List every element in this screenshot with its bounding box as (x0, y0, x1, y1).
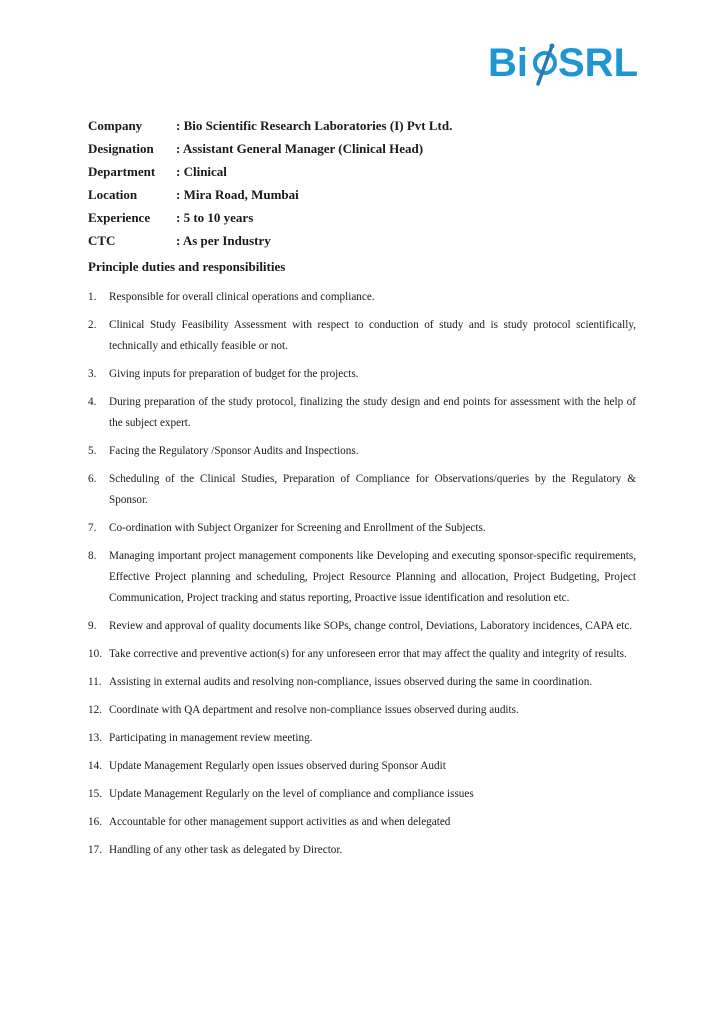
item-text: Facing the Regulatory /Sponsor Audits and Inspections. (109, 445, 359, 457)
detail-value: : Mira Road, Mumbai (176, 186, 299, 202)
list-item (88, 546, 636, 609)
item-number: 2. (88, 319, 97, 331)
detail-key: Location (88, 186, 138, 202)
detail-value: : As per Industry (176, 232, 271, 248)
list-item (88, 672, 636, 693)
duties-list (88, 287, 636, 868)
detail-row-location (88, 183, 648, 206)
list-item (88, 518, 636, 539)
list-item (88, 364, 636, 385)
item-text: Managing important project management components like Developing and executing sponsor-specific requirements, Effective Project planning and scheduling, Project Resource Planning and allocation, Project Budgeting, Project Communication, Project tracking and status reporting, Proactive issue identification and resolution etc. (109, 550, 636, 604)
detail-row-department (88, 160, 648, 183)
item-number: 12. (88, 704, 102, 716)
list-item (88, 840, 636, 861)
detail-value: : 5 to 10 years (176, 209, 254, 225)
biosrl-logo-graphic (488, 36, 638, 92)
detail-key: Designation (88, 140, 154, 156)
list-item (88, 392, 636, 434)
list-item (88, 616, 636, 637)
item-text: Participating in management review meeting. (109, 732, 313, 744)
item-number: 4. (88, 396, 97, 408)
item-number: 1. (88, 291, 97, 303)
item-text: Responsible for overall clinical operations and compliance. (109, 291, 375, 303)
item-number: 17. (88, 844, 102, 856)
item-number: 14. (88, 760, 102, 772)
item-number: 16. (88, 816, 102, 828)
detail-key: Company (88, 117, 143, 133)
job-details (88, 114, 648, 252)
item-text: Scheduling of the Clinical Studies, Preparation of Compliance for Observations/queries by the Regulatory & Sponsor. (109, 473, 636, 506)
detail-row-designation (88, 137, 648, 160)
microscope-icon (535, 44, 555, 85)
item-number: 7. (88, 522, 97, 534)
item-text: Coordinate with QA department and resolve non-compliance issues observed during audits. (109, 704, 519, 716)
item-number: 3. (88, 368, 97, 380)
section-heading: Principle duties and responsibilities (88, 259, 286, 274)
list-item (88, 441, 636, 462)
detail-value: : Bio Scientific Research Laboratories (I) Pvt Ltd. (176, 117, 453, 133)
list-item (88, 700, 636, 721)
logo-text-right: SRL (558, 41, 638, 85)
item-text: Co-ordination with Subject Organizer for Screening and Enrollment of the Subjects. (109, 522, 486, 534)
list-item (88, 315, 636, 357)
item-number: 11. (88, 676, 102, 688)
detail-value: : Assistant General Manager (Clinical Head) (176, 140, 424, 156)
item-number: 13. (88, 732, 102, 744)
item-text: Take corrective and preventive action(s) for any unforeseen error that may affect the quality and integrity of results. (109, 648, 627, 660)
list-item (88, 728, 636, 749)
item-number: 9. (88, 620, 97, 632)
list-item (88, 756, 636, 777)
detail-key: CTC (88, 232, 116, 248)
item-number: 15. (88, 788, 102, 800)
detail-value: : Clinical (176, 163, 227, 179)
item-text: Giving inputs for preparation of budget for the projects. (109, 368, 359, 380)
item-text: Update Management Regularly open issues observed during Sponsor Audit (109, 760, 446, 772)
detail-key: Department (88, 163, 156, 179)
item-text: Assisting in external audits and resolving non-compliance, issues observed during the same in coordination. (109, 676, 593, 688)
item-text: Accountable for other management support activities as and when delegated (109, 816, 451, 828)
item-text: Handling of any other task as delegated by Director. (109, 844, 343, 856)
list-item (88, 644, 636, 665)
biosrl-logo (488, 36, 638, 92)
list-item (88, 784, 636, 805)
item-text: Review and approval of quality documents like SOPs, change control, Deviations, Laboratory incidences, CAPA etc. (109, 620, 633, 632)
detail-row-company (88, 114, 648, 137)
item-text: Update Management Regularly on the level of compliance and compliance issues (109, 788, 474, 800)
item-number: 6. (88, 473, 97, 485)
detail-row-ctc (88, 229, 648, 252)
list-item (88, 469, 636, 511)
item-text: Clinical Study Feasibility Assessment with respect to conduction of study and is study protocol scientifically, technically and ethically feasible or not. (109, 319, 636, 352)
item-number: 5. (88, 445, 97, 457)
item-number: 8. (88, 550, 97, 562)
detail-row-experience (88, 206, 648, 229)
list-item (88, 287, 636, 308)
item-number: 10. (88, 648, 102, 660)
detail-key: Experience (88, 209, 151, 225)
list-item (88, 812, 636, 833)
logo-text-left: Bi (488, 41, 528, 85)
item-text: During preparation of the study protocol, finalizing the study design and end points for assessment with the help of the subject expert. (109, 396, 636, 429)
